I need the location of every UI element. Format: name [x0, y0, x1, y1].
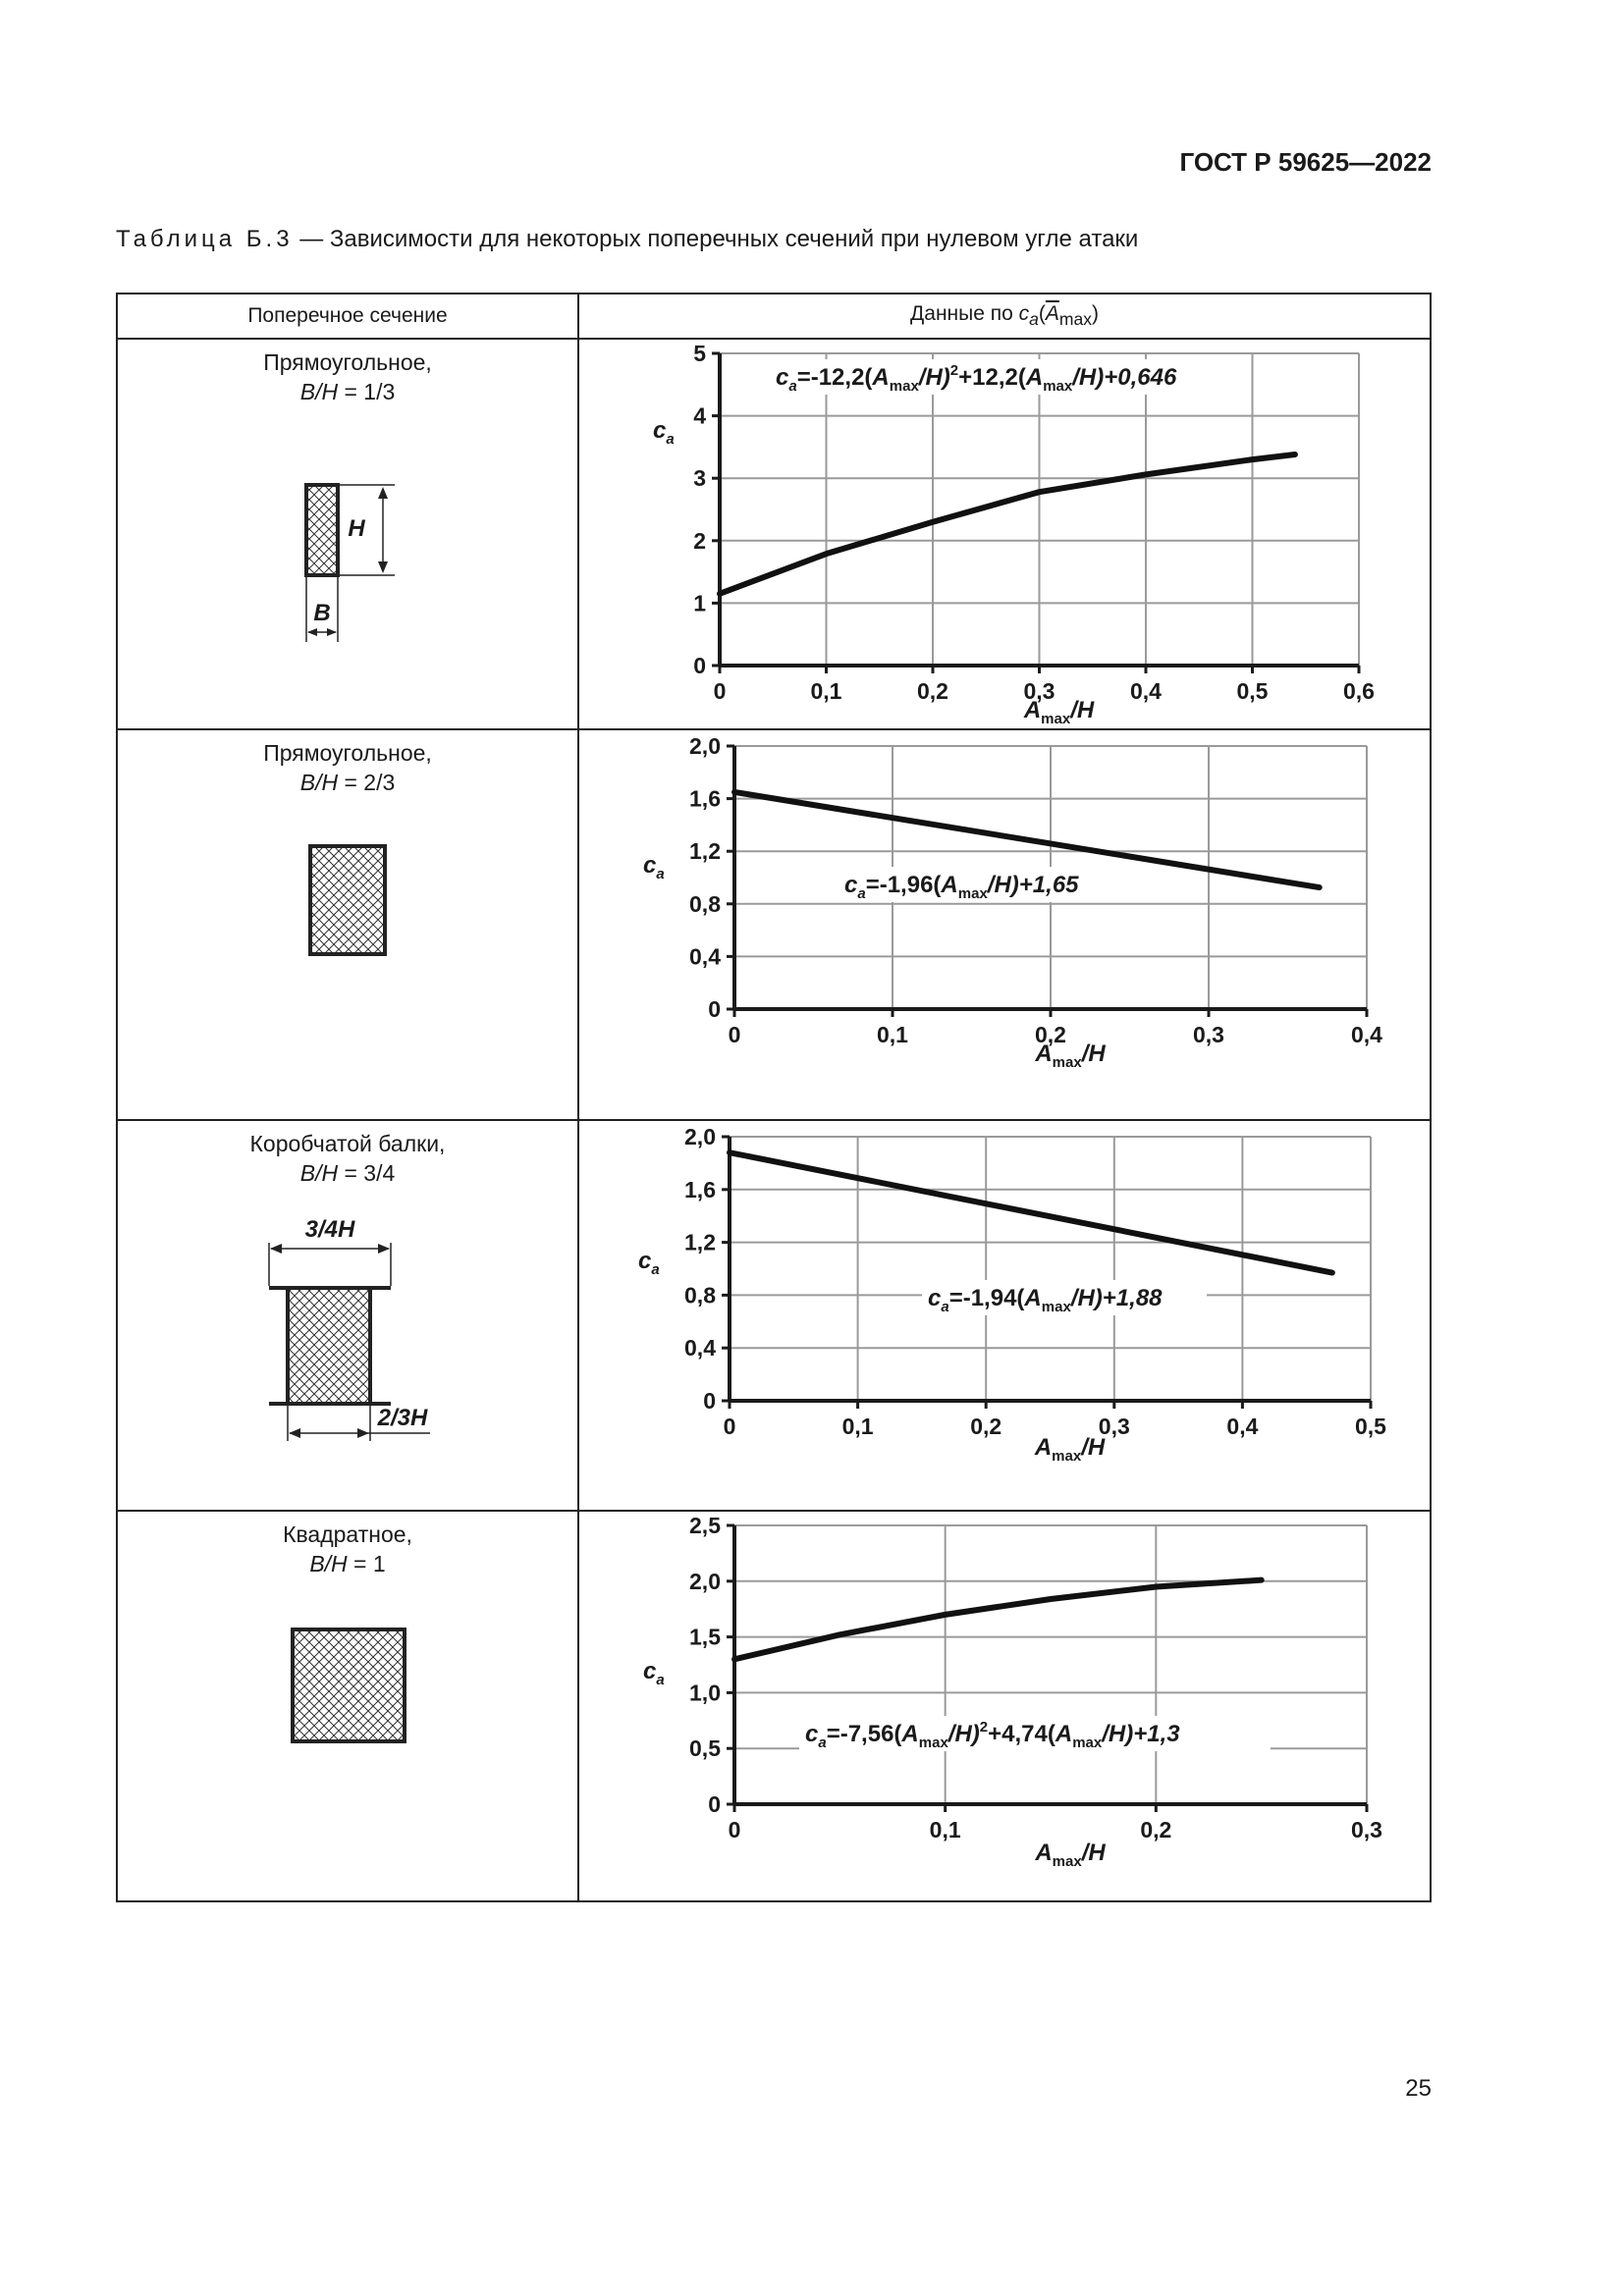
y-tick-label: 1,2	[689, 838, 721, 865]
y-axis-label	[643, 852, 665, 882]
table-row	[117, 1511, 1431, 1901]
dim-B-label: B	[313, 600, 331, 626]
y-axis-label-main: c	[653, 417, 667, 444]
formula-text: /H)+1,88	[1070, 1285, 1163, 1311]
header-c: c	[1018, 301, 1030, 325]
series-line	[720, 454, 1295, 594]
section-cell	[117, 339, 578, 729]
header-cross-section: Поперечное сечение	[117, 294, 578, 339]
header-A: $\overline{A}$	[1045, 301, 1059, 325]
formula-A: A	[872, 364, 890, 391]
section-diagram-rect-2-3	[118, 797, 577, 1023]
section-ratio-value: = 3/4	[344, 1160, 396, 1186]
x-tick-label: 0,3	[1351, 1817, 1382, 1842]
dim-top-label: 3/4H	[304, 1216, 355, 1243]
section-shape	[306, 485, 338, 575]
chart-cell	[578, 729, 1431, 1120]
x-axis-label-main: A	[1035, 1041, 1053, 1067]
section-diagram-rect-1-3	[118, 406, 577, 632]
formula-text: +12,2(	[958, 364, 1026, 391]
x-tick-label: 0,1	[810, 678, 842, 704]
x-axis-label	[1023, 697, 1095, 727]
header-data-text: Данные по	[910, 301, 1019, 325]
section-name: Коробчатой балки,	[249, 1131, 446, 1156]
formula-A: A	[1055, 1721, 1073, 1747]
y-axis-label-sub: a	[651, 1261, 660, 1278]
section-shape	[288, 1288, 370, 1404]
x-tick-label: 0,1	[877, 1022, 908, 1047]
y-tick-label: 5	[693, 341, 706, 366]
y-tick-label: 0	[693, 653, 706, 678]
formula-A-sub: max	[918, 1735, 948, 1751]
formula-text: /H)	[918, 364, 950, 391]
formula-text: /H)+0,646	[1072, 364, 1177, 391]
x-axis-label	[1034, 1434, 1106, 1465]
y-tick-label: 3	[693, 465, 706, 492]
chart-cell	[578, 1511, 1431, 1901]
chart-1	[579, 340, 1430, 727]
formula-text: /H)+1,3	[1102, 1721, 1180, 1747]
x-axis-label-rest: /H	[1081, 1434, 1106, 1461]
chart-cell	[578, 1120, 1431, 1511]
dim-bottom-label: 2/3H	[377, 1405, 428, 1431]
formula-c-sub: a	[857, 885, 866, 902]
table-header-row	[117, 294, 1431, 339]
formula-A: A	[941, 872, 958, 898]
series-line	[734, 1580, 1262, 1660]
formula-c-sub: a	[788, 378, 797, 395]
section-ratio-label: B/H	[299, 770, 339, 795]
formula-text: =-7,56(	[826, 1721, 902, 1747]
section-cell	[117, 1511, 578, 1901]
table-row	[117, 339, 1431, 729]
section-diagram-box-beam	[118, 1188, 577, 1431]
section-shape	[293, 1629, 405, 1741]
document-code: ГОСТ Р 59625—2022	[1179, 147, 1432, 177]
dependencies-table	[116, 293, 1432, 1902]
section-diagram-square	[118, 1578, 577, 1804]
chart-4	[579, 1512, 1430, 1895]
section-shape	[310, 846, 385, 954]
section-cell	[117, 729, 578, 1120]
y-axis-label-sub: a	[656, 1672, 665, 1688]
x-tick-label: 0,4	[1130, 678, 1162, 704]
x-axis-label-main: A	[1034, 1434, 1053, 1461]
table-caption	[116, 226, 1138, 253]
caption-label: Таблица Б.3	[116, 226, 294, 252]
x-axis-label	[1034, 1840, 1106, 1870]
formula-text: =-1,96(	[865, 872, 942, 898]
header-c-sub: a	[1029, 309, 1039, 330]
x-tick-label: 0,1	[841, 1414, 874, 1439]
y-tick-label: 1	[693, 590, 706, 616]
caption-text: — Зависимости для некоторых поперечных сечений при нулевом угле атаки	[299, 226, 1139, 252]
y-axis-label-main: c	[643, 852, 657, 879]
formula-A-sub: max	[1041, 1299, 1071, 1315]
y-tick-label: 0,5	[689, 1735, 721, 1762]
section-name: Квадратное,	[283, 1522, 412, 1547]
section-ratio-value: = 1/3	[344, 379, 396, 404]
y-tick-label: 2,0	[689, 733, 721, 759]
formula-A-sub: max	[1072, 1735, 1103, 1751]
y-tick-label: 0	[708, 996, 721, 1022]
x-tick-label: 0,3	[1193, 1022, 1224, 1047]
formula-c: c	[928, 1285, 942, 1311]
x-tick-label: 0,3	[1023, 678, 1056, 704]
chart-formula	[776, 362, 1177, 395]
formula-exponent: 2	[979, 1719, 989, 1735]
y-axis-label	[643, 1658, 665, 1688]
formula-c: c	[805, 1721, 819, 1747]
x-tick-label: 0	[723, 1414, 736, 1439]
y-tick-label: 4	[693, 402, 706, 429]
header-data: Данные по $c_a(\overline{A}_{max})$	[578, 294, 1431, 339]
y-tick-label: 1,6	[689, 785, 721, 812]
section-ratio-value: = 1	[353, 1551, 386, 1576]
x-tick-label: 0,6	[1343, 678, 1375, 704]
formula-text: /H)	[947, 1721, 980, 1747]
x-axis-label-rest: /H	[1081, 1840, 1106, 1866]
formula-text: =-12,2(	[796, 364, 873, 391]
y-tick-label: 0	[703, 1388, 716, 1414]
y-tick-label: 0,4	[684, 1335, 716, 1362]
x-tick-label: 0,5	[1355, 1414, 1386, 1439]
y-axis-label	[653, 417, 675, 448]
x-axis-label-sub: max	[1052, 1054, 1082, 1071]
x-tick-label: 0,5	[1236, 678, 1269, 704]
section-name: Прямоугольное,	[263, 349, 432, 375]
x-axis-label-main: A	[1023, 697, 1042, 723]
dim-H-label: H	[348, 515, 365, 542]
x-tick-label: 0,2	[1140, 1817, 1172, 1842]
y-axis-label-main: c	[638, 1248, 652, 1274]
y-tick-label: 2,5	[689, 1513, 721, 1538]
x-axis-label-sub: max	[1041, 711, 1071, 727]
formula-A: A	[901, 1721, 919, 1747]
x-tick-label: 0,3	[1098, 1414, 1130, 1439]
formula-A-sub: max	[957, 885, 988, 902]
y-tick-label: 1,0	[689, 1680, 721, 1706]
section-ratio-label: B/H	[299, 379, 339, 404]
x-axis-label-sub: max	[1052, 1853, 1082, 1870]
y-tick-label: 1,5	[689, 1624, 721, 1650]
y-axis-label	[638, 1248, 660, 1278]
chart-2	[579, 730, 1430, 1113]
section-ratio-value: = 2/3	[344, 770, 396, 795]
table-row	[117, 1120, 1431, 1511]
formula-A: A	[1025, 364, 1044, 391]
formula-A: A	[1024, 1285, 1042, 1311]
x-tick-label: 0	[713, 678, 727, 704]
formula-A-sub: max	[1043, 378, 1073, 395]
x-tick-label: 0,2	[970, 1414, 1002, 1439]
formula-c: c	[776, 364, 789, 391]
x-axis-label-sub: max	[1052, 1448, 1082, 1465]
formula-exponent: 2	[949, 362, 959, 379]
x-tick-label: 0,2	[1035, 1022, 1066, 1047]
y-tick-label: 0	[708, 1791, 721, 1817]
x-tick-label: 0,1	[929, 1817, 961, 1842]
x-tick-label: 0	[728, 1022, 741, 1047]
section-name: Прямоугольное,	[263, 740, 432, 766]
formula-text: =-1,94(	[948, 1285, 1025, 1311]
chart-3	[579, 1121, 1430, 1504]
formula-c: c	[844, 872, 858, 898]
x-tick-label: 0,4	[1351, 1022, 1382, 1047]
y-tick-label: 0,8	[684, 1282, 716, 1308]
formula-c-sub: a	[941, 1299, 949, 1315]
x-tick-label: 0	[728, 1817, 741, 1842]
section-cell	[117, 1120, 578, 1511]
y-tick-label: 0,4	[689, 943, 721, 970]
section-ratio-label: B/H	[309, 1551, 348, 1576]
chart-cell	[578, 339, 1431, 729]
table-row	[117, 729, 1431, 1120]
y-tick-label: 2,0	[689, 1568, 721, 1594]
formula-A-sub: max	[889, 378, 919, 395]
x-axis-label-rest: /H	[1070, 697, 1095, 723]
x-axis-label-main: A	[1035, 1840, 1053, 1866]
y-axis-label-sub: a	[666, 431, 675, 448]
x-tick-label: 0,2	[917, 678, 948, 704]
y-tick-label: 2,0	[684, 1124, 716, 1149]
formula-text: +4,74(	[988, 1721, 1056, 1747]
chart-formula	[805, 1719, 1180, 1751]
x-axis-label-rest: /H	[1081, 1041, 1106, 1067]
header-A-sub: max	[1058, 309, 1092, 330]
y-axis-label-main: c	[643, 1658, 657, 1684]
page-number: 25	[1405, 2075, 1432, 2102]
formula-c-sub: a	[818, 1735, 827, 1751]
y-tick-label: 1,6	[684, 1176, 716, 1202]
section-ratio-label: B/H	[299, 1160, 339, 1186]
formula-text: /H)+1,65	[987, 872, 1079, 898]
x-tick-label: 0,4	[1226, 1414, 1259, 1439]
x-axis-label	[1034, 1041, 1106, 1071]
y-tick-label: 0,8	[689, 890, 721, 917]
y-axis-label-sub: a	[656, 866, 665, 882]
y-tick-label: 1,2	[684, 1229, 716, 1255]
y-tick-label: 2	[693, 527, 706, 554]
